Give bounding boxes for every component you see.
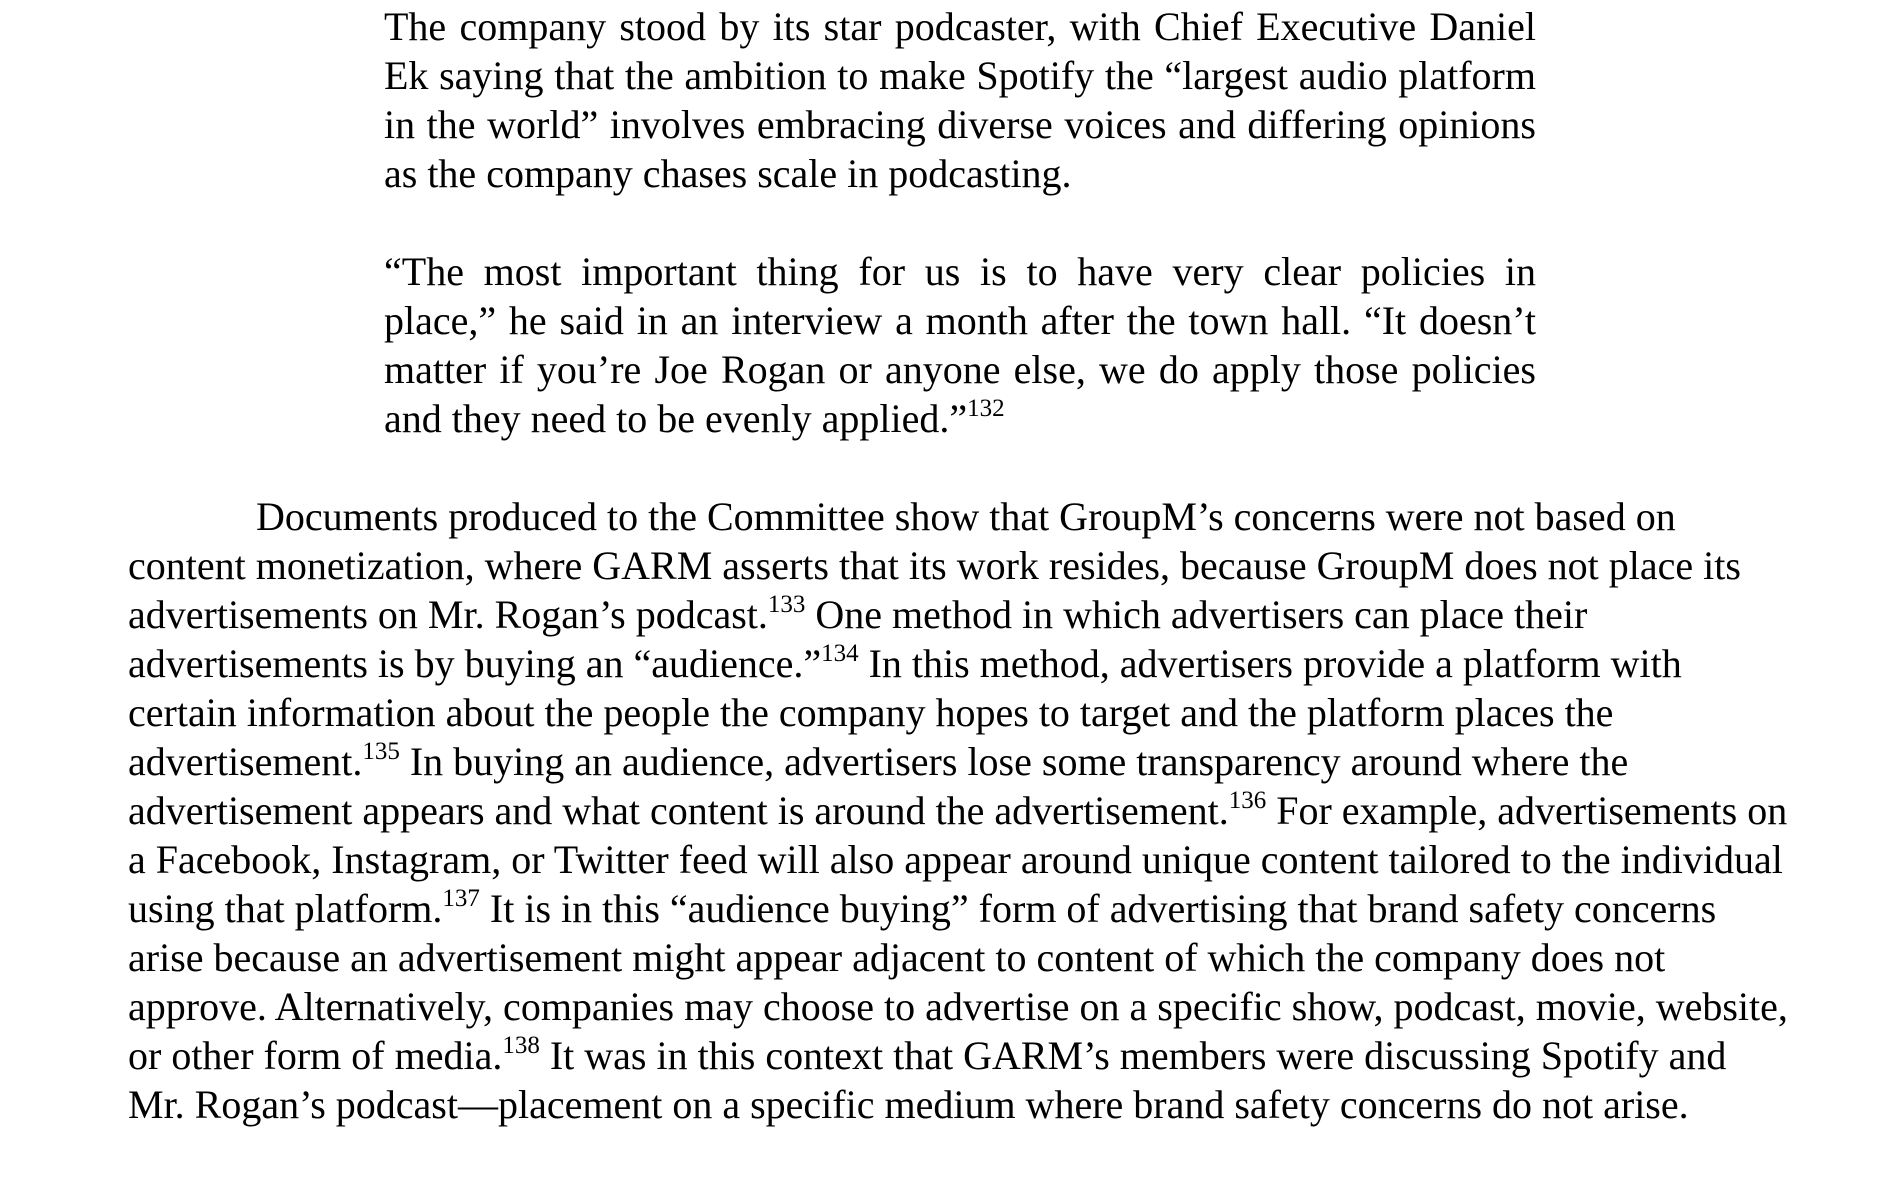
sentence: In buying an audience, advertisers lose some transparency around where the advertisement appears and what content is around the advertisement. xyxy=(128,739,1629,833)
sentence: For example, advertisements on a Facebook, Instagram, or Twitter feed will also appear around unique content tailored to the individual using that platform. xyxy=(128,788,1788,931)
block-quote-ek-policies xyxy=(384,247,1536,443)
block-quote-text: The company stood by its star podcaster, with Chief Executive Daniel Ek saying that the ambition to make Spotify the “largest audio platform in the world” involves embracing diverse voices and differing opinions as the company chases scale in podcasting. xyxy=(384,4,1536,196)
block-quote-ek-ambition xyxy=(384,2,1536,198)
sentence: It was in this context that GARM’s members were discussing Spotify and Mr. Rogan’s podcast—placement on a specific medium where brand safety concerns do not arise. xyxy=(128,1033,1727,1127)
footnote-marker-138: 138 xyxy=(502,1031,540,1059)
footnote-marker-135: 135 xyxy=(362,737,400,765)
sentence: Documents produced to the Committee show that GroupM’s concerns were not based on content monetization, where GARM asserts that its work resides, because GroupM does not place its advertisements on Mr. Rogan’s podcast. xyxy=(128,494,1741,637)
sentence: In this method, advertisers provide a platform with certain information about the people the company hopes to target and the platform places the advertisement. xyxy=(128,641,1682,784)
footnote-marker-134: 134 xyxy=(821,639,859,667)
footnote-marker-137: 137 xyxy=(442,884,480,912)
sentence: It is in this “audience buying” form of advertising that brand safety concerns arise because an advertisement might appear adjacent to content of which the company does not approve. Alternatively, companies may choose to advertise on a specific show, podcast, movie, website, or other form of media. xyxy=(128,886,1788,1078)
footnote-marker-132: 132 xyxy=(967,394,1005,422)
footnote-marker-133: 133 xyxy=(767,590,806,618)
footnote-marker-136: 136 xyxy=(1228,786,1267,814)
sentence: One method in which advertisers can place their advertisements is by buying an “audience.” xyxy=(128,592,1588,686)
block-quote-text: “The most important thing for us is to have very clear policies in place,” he said in an interview a month after the town hall. “It doesn’t matter if you’re Joe Rogan or anyone else, we do apply those policies and they need to be evenly applied.” xyxy=(384,249,1536,441)
body-paragraph-groupm xyxy=(128,492,1790,1129)
